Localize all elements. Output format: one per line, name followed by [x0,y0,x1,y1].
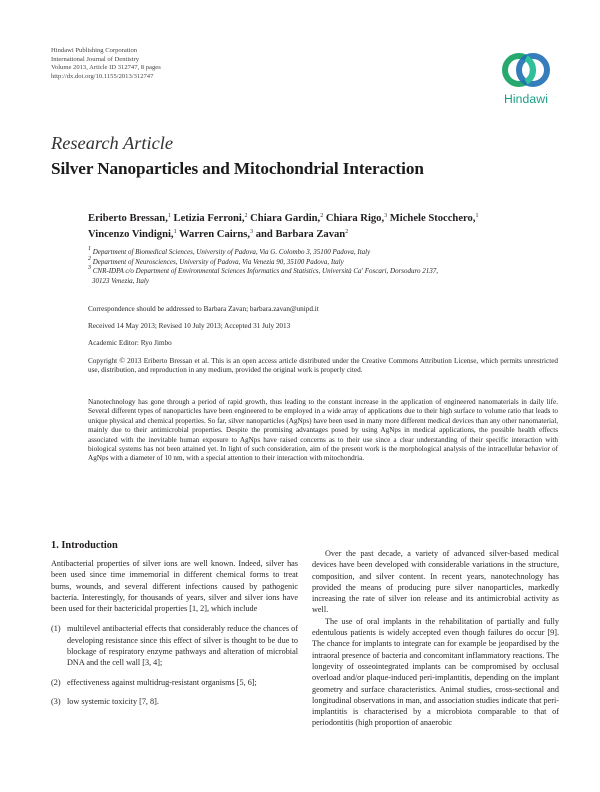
left-column [51,540,298,715]
article-dates: Received 14 May 2013; Revised 10 July 2013; Accepted 31 July 2013 [88,322,291,330]
author: Vincenzo Vindigni,$^1$ [88,229,177,240]
copyright-notice: Copyright © 2013 Eriberto Bressan et al. This is an open access article distributed under the Creative Commons Attribution License, which permits unrestricted use, distribution, and reproduction in any medium, provided the original work is properly cited. [88,357,558,375]
journal-header [51,47,251,81]
hindawi-logo-text: Hindawi [503,92,549,106]
author-list [88,211,558,243]
author: and Barbara Zavan$^2$ [255,229,349,240]
correspondence: Correspondence should be addressed to Barbara Zavan; barbara.zavan@unipd.it [88,305,319,313]
body-paragraph: Over the past decade, a variety of advanced silver-based medical devices have been developed with considerable variations in the structure, composition, and silver content. In recent years, nanotechnology has provided the means of producing pure silver nanoparticles, markedly increasing the rate of silver ion release and its antimicrobial activity as well. [312,549,559,615]
affiliations [88,248,558,286]
hindawi-logo [493,49,559,109]
affiliation: $^1$ Department of Biomedical Sciences, University of Padova, Via G. Colombo 3, 35100 Padova, Italy [88,246,371,256]
section-heading: 1. Introduction [51,540,118,551]
article-type: Research Article [51,133,174,153]
list-item: (2) effectiveness against multidrug-resistant organisms [5, 6]; [51,677,257,687]
abstract: Nanotechnology has gone through a period of rapid growth, thus leading to the constant increase in the application of engineered nanomaterials in daily life. Several different types of nanoparticles have been engineered to be employed in a wide array of applications due to their high surface to volume ratio that leads to unique physical and chemical properties. So far, silver nanoparticles (AgNps) have been used in many more different medical devices than any other nanomaterial, mainly due to their antimicrobial properties. Despite the promising advantages posed by using AgNps in medical applications, the possible health effects associated with the inevitable human exposure to AgNps have raised concerns as to their use since a clear understanding of their specific interaction with biological systems has not been attained yet. In light of such consideration, aim of the present work is the morphological analysis of the intracellular behavior of AgNps with a diameter of 10 nm, with a special attention to their interaction with mitochondria. [88,398,558,463]
hindawi-logo-icon [500,49,552,91]
numbered-list [51,623,298,707]
author: Chiara Rigo,$^3$ [325,213,388,224]
affiliation-continuation: 30123 Venezia, Italy [92,276,149,285]
header-journal: International Journal of Dentistry [51,55,140,63]
affiliation: $^3$ CNR-IDPA c/o Department of Environmental Sciences Informatics and Statistics, Università Ca' Foscari, Dorsoduro 2137, [88,265,438,275]
author: Michele Stocchero,$^1$ [389,213,479,224]
academic-editor: Academic Editor: Ryo Jimbo [88,339,172,347]
body-paragraph: The use of oral implants in the rehabilitation of partially and fully edentulous patients is widely accepted even though failures do occur [9]. The chance for implants to integrate can for example be jeopardised by the intraoral presence of bacteria and concomitant inflammatory reactions. The longevity of osseointegrated implants can be compromised by occlusal overload and/or plaque-induced peri-implantitis, depending on the implant geometry and surface characteristics. Animal studies, cross-sectional and longitudinal observations in man, and association studies indicate that peri-implantitis is characterised by a microbiota comparable to that of periodontitis (high proportion of anaerobic [312,616,559,728]
author: Chiara Gardin,$^2$ [250,213,324,224]
author: Warren Cairns,$^3$ [179,229,254,240]
right-column [312,548,559,729]
list-item: (1) multilevel antibacterial effects that considerably reduce the chances of developing resistance since this effect of silver is thought to be due to blockage of respiratory enzyme pathways and alteration of microbial DNA and the cell wall [3, 4]; [51,624,298,668]
header-publisher: Hindawi Publishing Corporation [51,47,138,54]
body-paragraph: Antibacterial properties of silver ions are well known. Indeed, silver has been used since time immemorial in different chemical forms to treat burns, wounds, and several different infections caused by pathogenic bacteria. Interestingly, for thousands of years, silver and silver ions have been used for their bactericidal properties [1, 2], which include [51,559,298,614]
author: Eriberto Bressan,$^1$ [88,213,171,224]
paper-title: Silver Nanoparticles and Mitochondrial Interaction [51,159,424,178]
header-volume: Volume 2013, Article ID 312747, 8 pages [51,64,161,72]
author: Letizia Ferroni,$^2$ [173,213,248,224]
list-item: (3) low systemic toxicity [7, 8]. [51,696,159,706]
affiliation: $^2$ Department of Neurosciences, University of Padova, Via Venezia 90, 35100 Padova, Italy [88,255,344,266]
header-doi: http://dx.doi.org/10.1155/2013/312747 [51,72,154,80]
